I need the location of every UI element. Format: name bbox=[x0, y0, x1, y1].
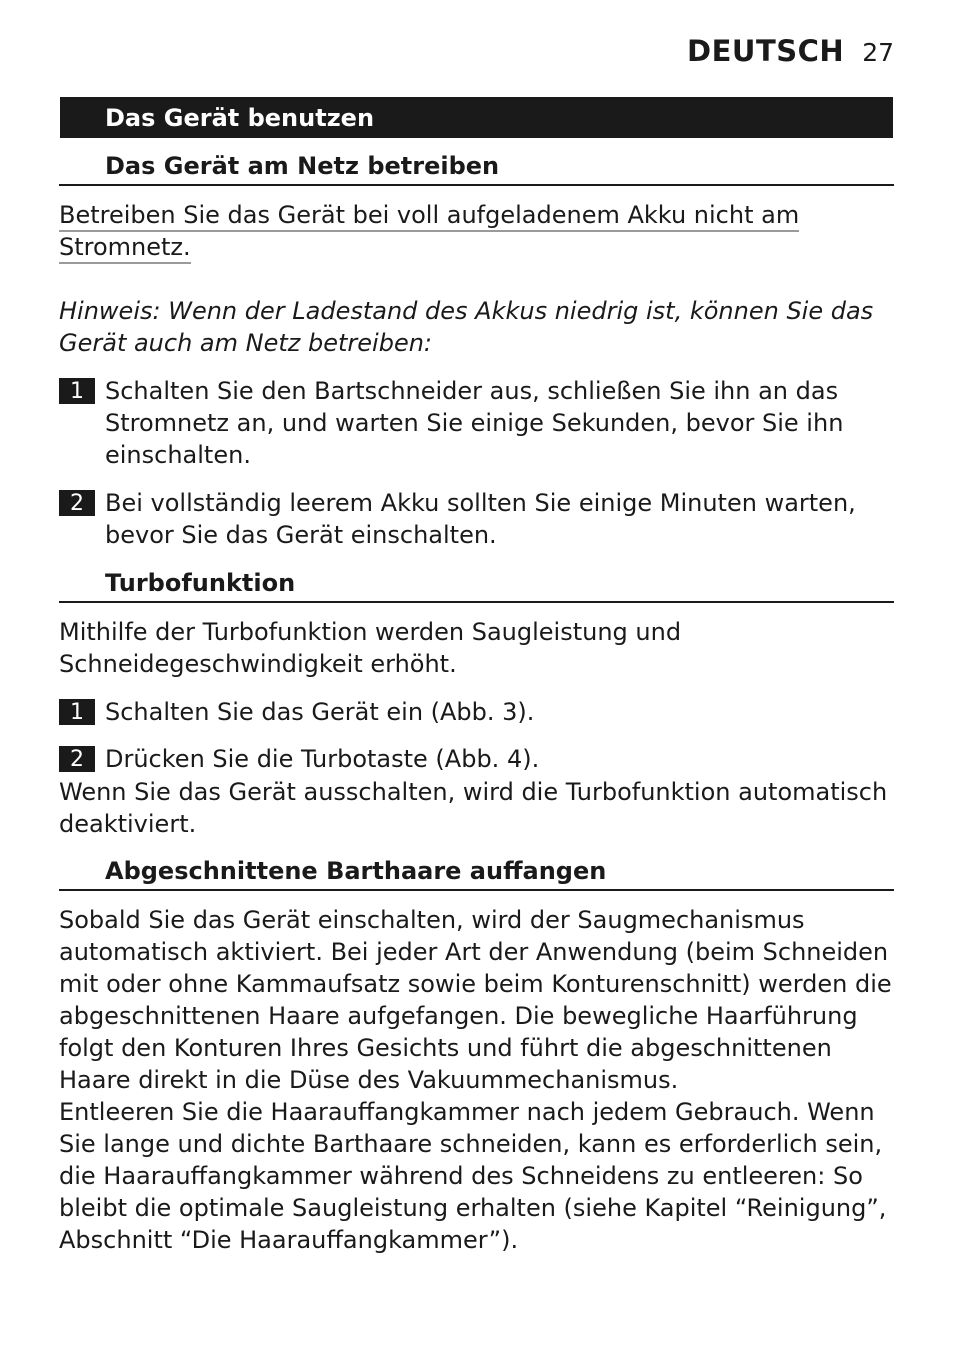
subsection-title-mains: Das Gerät am Netz betreiben bbox=[59, 152, 894, 186]
note-text: Hinweis: Wenn der Ladestand des Akkus niedrig ist, können Sie das Gerät auch am Netz betreiben: bbox=[59, 297, 874, 357]
turbo-intro: Mithilfe der Turbofunktion werden Saugleistung und Schneidegeschwindigkeit erhöht. bbox=[59, 618, 682, 678]
warning-line-2: Stromnetz. bbox=[59, 233, 191, 264]
step-text: Bei vollständig leerem Akku sollten Sie einige Minuten warten, bevor Sie das Gerät einschalten. bbox=[105, 489, 856, 549]
catch-paragraph-2: Entleeren Sie die Haarauffangkammer nach jedem Gebrauch. Wenn Sie lange und dichte Barthaare schneiden, kann es erforderlich sein, die Haarauffangkammer während des Schneidens zu entleeren: So bleibt die optimale Saugleistung erhalten (siehe Kapitel “Reinigung”, Abschnitt “Die Haarauffangkammer”). bbox=[59, 1098, 887, 1254]
language-label: DEUTSCH bbox=[687, 34, 845, 68]
step-text: Drücken Sie die Turbotaste (Abb. 4). bbox=[105, 745, 540, 773]
turbo-after-text: Wenn Sie das Gerät ausschalten, wird die Turbofunktion automatisch deaktiviert. bbox=[59, 778, 888, 838]
page-number: 27 bbox=[862, 38, 894, 67]
step-number: 1 bbox=[59, 378, 95, 404]
step-number: 2 bbox=[59, 490, 95, 516]
step-text: Schalten Sie das Gerät ein (Abb. 3). bbox=[105, 698, 535, 726]
subsection-title-catch: Abgeschnittene Barthaare auffangen bbox=[59, 857, 894, 891]
section-title-bar: Das Gerät benutzen bbox=[60, 97, 893, 138]
step-number: 1 bbox=[59, 699, 95, 725]
step-item bbox=[59, 375, 899, 471]
step-number: 2 bbox=[59, 746, 95, 772]
subsection-title-turbo: Turbofunktion bbox=[59, 569, 894, 603]
step-item bbox=[59, 743, 899, 775]
step-item bbox=[59, 487, 899, 551]
warning-line-1: Betreiben Sie das Gerät bei voll aufgeladenem Akku nicht am bbox=[59, 201, 799, 232]
warning-text bbox=[59, 199, 799, 263]
page-header bbox=[687, 34, 894, 68]
step-text: Schalten Sie den Bartschneider aus, schließen Sie ihn an das Stromnetz an, und warten Sie einige Sekunden, bevor Sie ihn einschalten. bbox=[105, 377, 844, 469]
catch-paragraph-1: Sobald Sie das Gerät einschalten, wird der Saugmechanismus automatisch aktiviert. Bei jeder Art der Anwendung (beim Schneiden mit oder ohne Kammaufsatz sowie beim Konturenschnitt) werden die abgeschnittenen Haare aufgefangen. Die bewegliche Haarführung folgt den Konturen Ihres Gesichts und führt die abgeschnittenen Haare direkt in die Düse des Vakuummechanismus. bbox=[59, 906, 892, 1094]
step-item bbox=[59, 696, 899, 728]
